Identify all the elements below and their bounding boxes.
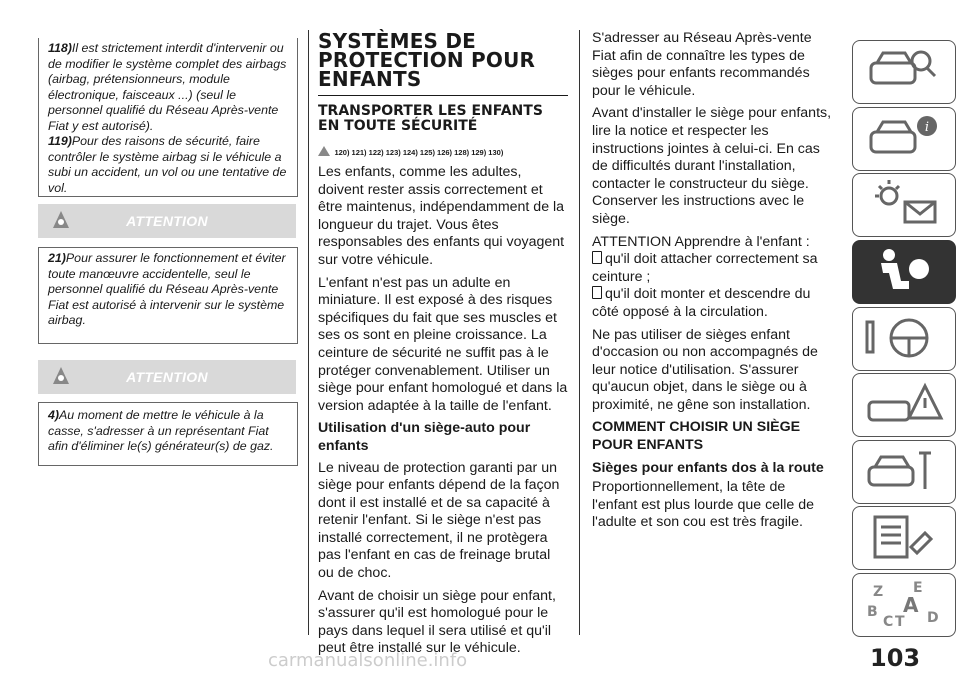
index-az-icon bbox=[853, 574, 953, 634]
warning-1-text: Pour assurer le fonctionnement et éviter toute manœuvre accidentelle, seul le personnel qualifié du Réseau Après-vente Fiat est autorisé à intervenir sur le système airbag. bbox=[48, 251, 286, 327]
breakdown-icon bbox=[853, 374, 953, 434]
heading-siege-auto: Utilisation d'un siège-auto pour enfants bbox=[318, 420, 531, 454]
warning-2-number: 4) bbox=[48, 408, 60, 422]
bullet-icon bbox=[592, 286, 602, 299]
column-divider-2 bbox=[579, 30, 580, 635]
references-list: 120) 121) 122) 123) 124) 125) 126) 128) 129) 130) bbox=[334, 148, 504, 157]
section-title: SYSTÈMES DE PROTECTION POUR ENFANTS bbox=[318, 29, 536, 91]
airbag-seat-icon bbox=[853, 241, 953, 301]
svg-text:Z: Z bbox=[873, 584, 884, 600]
chapter-tab-emergency[interactable] bbox=[852, 373, 956, 437]
note-118 bbox=[48, 41, 290, 134]
middle-column bbox=[318, 29, 568, 658]
paragraph-4: Avant de choisir un siège pour enfant, s'assurer qu'il est homologué pour le pays dans lequel il sera utilisé et qu'il peut être installé sur le véhicule. bbox=[318, 587, 556, 657]
paragraph-5: S'adresser au Réseau Après-vente Fiat afin de connaître les types de sièges pour enfants recommandés pour le véhicule. bbox=[592, 30, 812, 99]
right-column bbox=[592, 30, 832, 532]
car-service-icon bbox=[853, 441, 953, 501]
paragraph-6: Avant d'installer le siège pour enfants, lire la notice et respecter les instructions jointes à celui-ci. En cas de difficultés durant l'installation, contacter le constructeur du siège. Conserver les instructions avec le siège. bbox=[592, 105, 832, 227]
bullet-icon bbox=[592, 251, 602, 264]
paragraph-attention: ATTENTION Apprendre à l'enfant : bbox=[592, 233, 810, 250]
chapter-tab-driving[interactable] bbox=[852, 307, 956, 371]
warning-bar-1 bbox=[38, 204, 296, 238]
chapter-tab-index[interactable] bbox=[852, 573, 956, 637]
chapter-tab-car-search[interactable] bbox=[852, 40, 956, 104]
chapter-tab-safety[interactable] bbox=[852, 240, 956, 304]
warning-1-body bbox=[38, 251, 296, 329]
notes-column bbox=[38, 41, 296, 196]
car-info-icon bbox=[853, 108, 953, 168]
warning-1-title: ATTENTION bbox=[126, 213, 208, 229]
svg-text:B: B bbox=[867, 604, 878, 620]
warning-lights-icon bbox=[853, 174, 953, 234]
bullet-2 bbox=[592, 286, 832, 321]
steering-wheel-icon bbox=[853, 308, 953, 368]
page-number: 103 bbox=[870, 644, 921, 672]
paragraph-3: Le niveau de protection garanti par un siège pour enfants dépend de la façon dont il est installé et de sa capacité à retenir l'enfant. Si le siège n'est pas installé correctement, il ne protègera pas l'enfant en cas de freinage brutal ou de choc. bbox=[318, 459, 560, 582]
warning-1-number: 21) bbox=[48, 251, 66, 265]
subsection-title: TRANSPORTER LES ENFANTS EN TOUTE SÉCURITÉ bbox=[318, 103, 543, 134]
title-rule bbox=[318, 95, 568, 96]
car-search-icon bbox=[853, 41, 953, 101]
warning-2-title: ATTENTION bbox=[126, 369, 208, 385]
chapter-tab-car-info[interactable] bbox=[852, 107, 956, 171]
svg-text:D: D bbox=[927, 610, 939, 626]
svg-text:E: E bbox=[913, 580, 923, 596]
heading-dos-route: Sièges pour enfants dos à la route bbox=[592, 459, 824, 476]
warning-2-text: Au moment de mettre le véhicule à la casse, s'adresser à un représentant Fiat afin d'éliminer le(s) générateur(s) de gaz. bbox=[48, 408, 274, 453]
references-row bbox=[318, 142, 568, 160]
note-118-number: 118) bbox=[48, 41, 72, 55]
chapter-tab-service[interactable] bbox=[852, 440, 956, 504]
paragraph-1: Les enfants, comme les adultes, doivent rester assis correctement et être maintenus, indépendamment de la longueur du trajet. Vous êtes responsables des enfants qui voyagent sur votre véhicule. bbox=[318, 164, 565, 268]
note-119-text: Pour des raisons de sécurité, faire contrôler le système airbag si le véhicule a subi un accident, un vol ou une tentative de vol. bbox=[48, 134, 287, 195]
paragraph-7: Ne pas utiliser de sièges enfant d'occasion ou non accompagnés de leur notice d'utilisation. S'assurer qu'aucun objet, dans le siège ou à proximité, ne gêne son installation. bbox=[592, 326, 818, 413]
watermark: carmanualsonline.info bbox=[268, 650, 468, 671]
svg-text:T: T bbox=[895, 614, 905, 630]
svg-text:C: C bbox=[883, 614, 894, 630]
bullet-1-text: qu'il doit attacher correctement sa ceinture ; bbox=[592, 251, 818, 285]
note-119 bbox=[48, 134, 290, 196]
bullet-1 bbox=[592, 251, 832, 286]
warning-bar-2 bbox=[38, 360, 296, 394]
paragraph-8: Proportionnellement, la tête de l'enfant est plus lourde que celle de l'adulte et son cou est très fragile. bbox=[592, 479, 814, 531]
warning-2-body bbox=[38, 408, 296, 455]
heading-choisir-siege: COMMENT CHOISIR UN SIÈGE POUR ENFANTS bbox=[592, 419, 801, 454]
chapter-tab-specs[interactable] bbox=[852, 506, 956, 570]
paragraph-2: L'enfant n'est pas un adulte en miniature. Il est exposé à des risques spécifiques du fait que ses muscles et ses os sont en pleine croissance. La ceinture de sécurité ne suffit pas à le protéger convenablement. Utiliser un siège pour enfant homologué et dans la version adaptée à la taille de l'enfant. bbox=[318, 274, 568, 414]
svg-text:A: A bbox=[903, 593, 919, 617]
spec-list-icon bbox=[853, 507, 953, 567]
note-119-number: 119) bbox=[48, 134, 72, 148]
note-118-text: Il est strictement interdit d'intervenir ou de modifier le système complet des airbags (airbag, prétensionneurs, module électronique, faisceaux ...) (seul le personnel qualifié du Réseau Après-vente Fiat y est autorisé). bbox=[48, 41, 287, 133]
bullet-2-text: qu'il doit monter et descendre du côté opposé à la circulation. bbox=[592, 286, 811, 320]
svg-text:i: i bbox=[924, 120, 930, 135]
warning-triangle-icon bbox=[318, 146, 330, 156]
chapter-tab-warning-lights[interactable] bbox=[852, 173, 956, 237]
column-divider-1 bbox=[308, 30, 309, 635]
